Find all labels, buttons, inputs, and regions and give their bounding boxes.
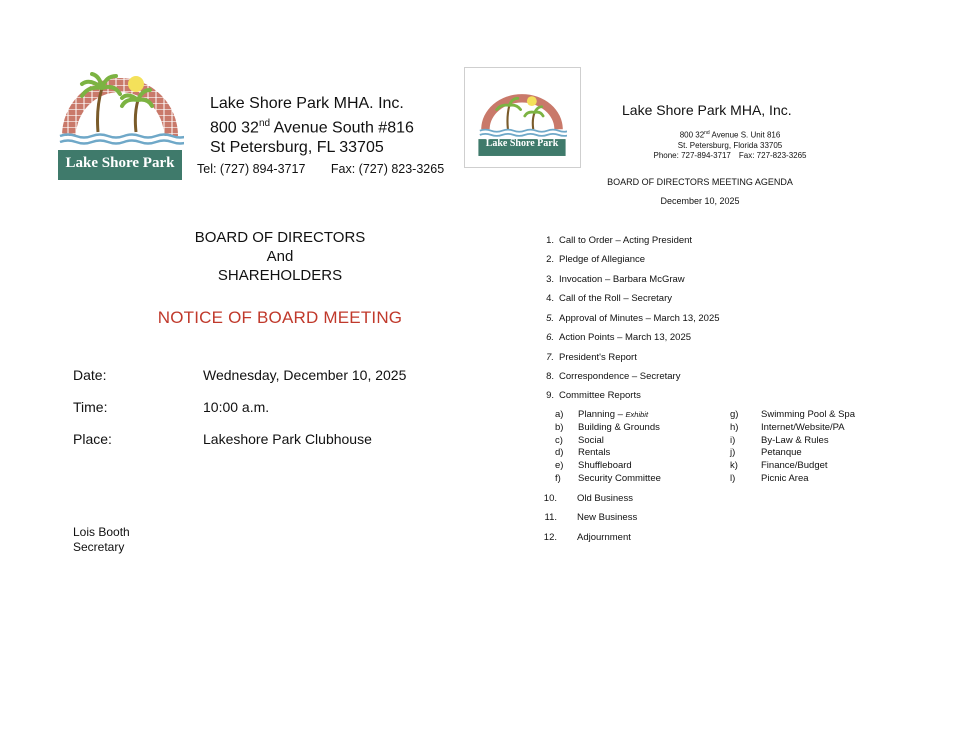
agenda-item: 6. Action Points – March 13, 2025 [546, 332, 692, 343]
agenda-address-block: 800 32nd Avenue S. Unit 816 St. Petersburg, Florida 33705 Phone: 727-894-3717 Fax: 727-823-3265 [653, 130, 807, 160]
agenda-item: 12. Adjournment [543, 532, 631, 543]
committee-item: l) Picnic Area [730, 473, 809, 484]
agenda-item: 2. Pledge of Allegiance [546, 254, 646, 265]
logo-text: Lake Shore Park [65, 155, 175, 171]
signature-block [73, 525, 130, 555]
agenda-item: 4. Call of the Roll – Secretary [546, 293, 672, 304]
fax-number: Fax: (727) 823-3265 [330, 162, 445, 176]
agenda-item: 10. Old Business [543, 493, 633, 504]
signer-name: Lois Booth [73, 525, 130, 539]
detail-row-place: Place: Lakeshore Park Clubhouse [73, 431, 372, 447]
logo-text-small: Lake Shore Park [485, 138, 559, 149]
board-heading: BOARD OF DIRECTORS And SHAREHOLDERS [194, 229, 366, 284]
agenda-item: 1. Call to Order – Acting President [546, 235, 693, 246]
agenda-item: 5. Approval of Minutes – March 13, 2025 [546, 313, 720, 324]
lake-shore-park-logo-left [56, 44, 184, 182]
committee-item: e) Shuffleboard [555, 460, 632, 471]
committee-item: a) Planning – Exhibit [555, 409, 649, 420]
agenda-item: 11. New Business [544, 512, 638, 523]
agenda-title: BOARD OF DIRECTORS MEETING AGENDA [607, 177, 793, 187]
notice-title: NOTICE OF BOARD MEETING [157, 308, 403, 327]
agenda-org-name: Lake Shore Park MHA, Inc. [622, 102, 792, 118]
agenda-item: 9. Committee Reports [546, 390, 641, 401]
committee-item: k) Finance/Budget [730, 460, 828, 471]
committee-item: d) Rentals [555, 447, 611, 458]
org-city: St Petersburg, FL 33705 [210, 139, 384, 157]
agenda-item: 3. Invocation – Barbara McGraw [546, 274, 685, 285]
tel-number: Tel: (727) 894-3717 [197, 162, 306, 176]
left-contact-line [197, 162, 444, 176]
agenda-date: December 10, 2025 [660, 196, 740, 206]
org-name: Lake Shore Park MHA. Inc. [210, 95, 404, 112]
org-address: 800 32nd Avenue South #816 [210, 118, 414, 137]
committee-item: j) Petanque [730, 447, 802, 458]
committee-item: f) Security Committee [555, 473, 661, 484]
detail-row-date: Date: Wednesday, December 10, 2025 [73, 367, 407, 383]
detail-row-time: Time: 10:00 a.m. [73, 399, 270, 415]
committee-item: h) Internet/Website/PA [730, 422, 845, 433]
committee-item: c) Social [555, 435, 604, 446]
committee-item: g) Swimming Pool & Spa [730, 409, 855, 420]
committee-item: i) By-Law & Rules [730, 435, 829, 446]
left-organization-block [210, 94, 414, 158]
agenda-item: 8. Correspondence – Secretary [546, 371, 681, 382]
committee-item: b) Building & Grounds [555, 422, 660, 433]
agenda-item: 7. President's Report [546, 352, 637, 363]
signer-title: Secretary [73, 540, 125, 554]
lake-shore-park-logo-right [477, 80, 567, 156]
